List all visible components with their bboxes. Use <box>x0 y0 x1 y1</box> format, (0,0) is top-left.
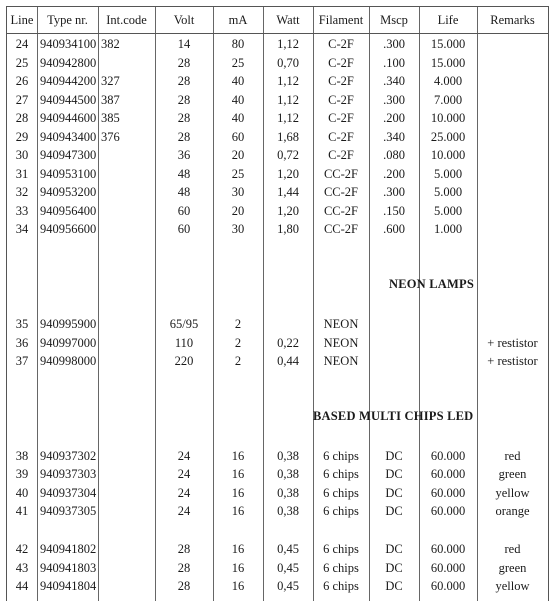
cell-volt: 36 <box>177 148 191 162</box>
cell-ma: 2 <box>234 336 242 350</box>
cell-mscp: .300 <box>383 93 405 107</box>
cell-intcode <box>101 54 155 72</box>
cell-filament: C-2F <box>328 93 354 107</box>
cell-type: 940947300 <box>40 148 97 162</box>
cell-volt: 28 <box>177 111 191 125</box>
table-row <box>7 352 548 370</box>
cell-watt: 0,45 <box>277 542 299 556</box>
table-row <box>7 559 548 577</box>
cell-filament: C-2F <box>328 74 354 88</box>
cell-volt: 28 <box>177 561 191 575</box>
cell-volt: 24 <box>177 486 191 500</box>
cell-filament: 6 chips <box>323 486 359 500</box>
cell-watt: 1,68 <box>277 130 299 144</box>
cell-remarks: red <box>504 449 521 463</box>
cell-mscp: DC <box>385 579 403 593</box>
cell-volt: 14 <box>177 37 191 51</box>
cell-line: 31 <box>15 167 29 181</box>
cell-remarks <box>477 202 548 220</box>
cell-ma: 25 <box>231 56 245 70</box>
cell-filament: C-2F <box>328 130 354 144</box>
cell-mscp: .300 <box>383 37 405 51</box>
cell-filament: C-2F <box>328 111 354 125</box>
cell-line: 35 <box>15 317 29 331</box>
cell-ma: 16 <box>231 486 245 500</box>
cell-intcode: 327 <box>101 74 120 88</box>
cell-life: 60.000 <box>430 486 466 500</box>
cell-mscp: .340 <box>383 74 405 88</box>
cell-watt: 1,12 <box>277 111 299 125</box>
header-ma: mA <box>228 13 248 27</box>
cell-type: 940997000 <box>40 336 97 350</box>
cell-line: 41 <box>15 504 29 518</box>
cell-line: 34 <box>15 222 29 236</box>
cell-volt: 28 <box>177 74 191 88</box>
cell-remarks <box>477 128 548 146</box>
header-volt: Volt <box>173 13 195 27</box>
cell-watt: 0,38 <box>277 449 299 463</box>
header-intcode: Int.code <box>106 13 147 27</box>
cell-intcode <box>101 540 155 558</box>
cell-ma: 16 <box>231 504 245 518</box>
cell-watt: 1,12 <box>277 74 299 88</box>
cell-intcode: 387 <box>101 93 120 107</box>
table-row <box>7 540 548 558</box>
cell-type: 940937304 <box>40 486 97 500</box>
cell-watt: 1,12 <box>277 93 299 107</box>
cell-ma: 2 <box>234 317 242 331</box>
cell-watt: 0,70 <box>277 56 299 70</box>
cell-remarks: yellow <box>495 579 530 593</box>
cell-life <box>419 315 477 333</box>
cell-remarks: + restistor <box>487 354 538 368</box>
cell-type: 940941803 <box>40 561 97 575</box>
cell-mscp: DC <box>385 486 403 500</box>
cell-filament: C-2F <box>328 56 354 70</box>
cell-watt: 0,44 <box>277 354 299 368</box>
cell-line: 28 <box>15 111 29 125</box>
cell-ma: 16 <box>231 542 245 556</box>
cell-intcode <box>101 352 155 370</box>
cell-mscp: .080 <box>383 148 405 162</box>
table-row <box>7 484 548 502</box>
cell-line: 29 <box>15 130 29 144</box>
cell-remarks <box>477 220 548 238</box>
cell-intcode <box>101 183 155 201</box>
cell-intcode <box>101 484 155 502</box>
table-row <box>7 128 548 146</box>
cell-remarks: green <box>498 467 527 481</box>
cell-mscp: .200 <box>383 111 405 125</box>
header-divider <box>7 33 548 34</box>
cell-type: 940995900 <box>40 317 97 331</box>
cell-filament: 6 chips <box>323 504 359 518</box>
cell-volt: 60 <box>177 204 191 218</box>
table-row <box>7 183 548 201</box>
cell-type: 940944600 <box>40 111 97 125</box>
cell-life: 60.000 <box>430 504 466 518</box>
cell-remarks <box>477 183 548 201</box>
cell-watt: 1,12 <box>277 37 299 51</box>
cell-life <box>419 352 477 370</box>
cell-type: 940943400 <box>40 130 97 144</box>
cell-watt: 0,38 <box>277 504 299 518</box>
cell-intcode <box>101 165 155 183</box>
cell-remarks: green <box>498 561 527 575</box>
table-row <box>7 315 548 333</box>
cell-ma: 40 <box>231 74 245 88</box>
cell-intcode: 385 <box>101 111 120 125</box>
cell-remarks: orange <box>495 504 530 518</box>
cell-line: 37 <box>15 354 29 368</box>
cell-ma: 16 <box>231 579 245 593</box>
cell-volt: 48 <box>177 185 191 199</box>
cell-volt: 24 <box>177 504 191 518</box>
cell-mscp <box>369 334 419 352</box>
cell-watt: 0,38 <box>277 486 299 500</box>
cell-type: 940998000 <box>40 354 97 368</box>
cell-ma: 40 <box>231 93 245 107</box>
cell-filament: NEON <box>323 354 359 368</box>
cell-line: 39 <box>15 467 29 481</box>
section-title-led: BASED MULTI CHIPS LED <box>313 409 474 423</box>
cell-mscp: .150 <box>383 204 405 218</box>
cell-remarks <box>477 146 548 164</box>
header-remarks: Remarks <box>490 13 535 27</box>
cell-life: 60.000 <box>430 561 466 575</box>
cell-life: 15.000 <box>430 56 466 70</box>
cell-watt: 0,22 <box>277 336 299 350</box>
cell-type: 940941804 <box>40 579 97 593</box>
cell-filament: NEON <box>323 317 359 331</box>
cell-life: 4.000 <box>433 74 463 88</box>
cell-type: 940937302 <box>40 449 97 463</box>
cell-type: 940944500 <box>40 93 97 107</box>
cell-mscp: .200 <box>383 167 405 181</box>
header-mscp: Mscp <box>380 13 408 27</box>
cell-ma: 16 <box>231 467 245 481</box>
cell-filament: 6 chips <box>323 561 359 575</box>
cell-mscp: .600 <box>383 222 405 236</box>
cell-watt: 0,72 <box>277 148 299 162</box>
table-row <box>7 447 548 465</box>
cell-remarks <box>477 109 548 127</box>
cell-mscp <box>369 352 419 370</box>
cell-volt: 28 <box>177 130 191 144</box>
cell-line: 32 <box>15 185 29 199</box>
cell-volt: 220 <box>174 354 194 368</box>
cell-remarks <box>477 72 548 90</box>
cell-life: 60.000 <box>430 542 466 556</box>
cell-type: 940953200 <box>40 185 97 199</box>
cell-intcode <box>101 146 155 164</box>
cell-ma: 30 <box>231 185 245 199</box>
cell-type: 940956600 <box>40 222 97 236</box>
cell-mscp <box>369 315 419 333</box>
cell-watt: 0,45 <box>277 579 299 593</box>
cell-watt: 1,20 <box>277 167 299 181</box>
table-row <box>7 334 548 352</box>
section-title-neon: NEON LAMPS <box>389 277 474 291</box>
cell-ma: 20 <box>231 148 245 162</box>
header-line: Line <box>10 13 34 27</box>
cell-watt <box>263 315 313 333</box>
cell-intcode: 376 <box>101 130 120 144</box>
cell-ma: 80 <box>231 37 245 51</box>
cell-mscp: .300 <box>383 185 405 199</box>
table-row <box>7 502 548 520</box>
cell-watt: 1,44 <box>277 185 299 199</box>
cell-ma: 2 <box>234 354 242 368</box>
cell-type: 940937305 <box>40 504 97 518</box>
cell-type: 940944200 <box>40 74 97 88</box>
cell-type: 940941802 <box>40 542 97 556</box>
table-row <box>7 220 548 238</box>
cell-type: 940953100 <box>40 167 97 181</box>
cell-intcode <box>101 502 155 520</box>
cell-remarks <box>477 35 548 53</box>
cell-intcode <box>101 334 155 352</box>
cell-watt: 1,20 <box>277 204 299 218</box>
cell-life: 10.000 <box>430 111 466 125</box>
table-row <box>7 54 548 72</box>
cell-life: 7.000 <box>433 93 463 107</box>
cell-mscp: DC <box>385 542 403 556</box>
cell-intcode <box>101 447 155 465</box>
cell-life: 60.000 <box>430 467 466 481</box>
cell-mscp: DC <box>385 504 403 518</box>
cell-life: 1.000 <box>433 222 463 236</box>
cell-mscp: DC <box>385 449 403 463</box>
cell-volt: 24 <box>177 467 191 481</box>
cell-type: 940934100 <box>40 37 97 51</box>
table-row <box>7 465 548 483</box>
table-row <box>7 109 548 127</box>
cell-filament: 6 chips <box>323 467 359 481</box>
lamp-specification-table <box>6 6 549 601</box>
cell-remarks <box>477 54 548 72</box>
cell-line: 30 <box>15 148 29 162</box>
cell-volt: 24 <box>177 449 191 463</box>
header-watt: Watt <box>276 13 300 27</box>
cell-volt: 65/95 <box>169 317 199 331</box>
cell-line: 25 <box>15 56 29 70</box>
cell-filament: NEON <box>323 336 359 350</box>
cell-line: 43 <box>15 561 29 575</box>
cell-intcode <box>101 202 155 220</box>
cell-ma: 16 <box>231 449 245 463</box>
cell-volt: 110 <box>174 336 194 350</box>
cell-intcode <box>101 465 155 483</box>
cell-life: 5.000 <box>433 167 463 181</box>
cell-volt: 28 <box>177 56 191 70</box>
cell-life: 25.000 <box>430 130 466 144</box>
cell-remarks <box>477 315 548 333</box>
cell-life: 60.000 <box>430 579 466 593</box>
cell-intcode: 382 <box>101 37 120 51</box>
table-row <box>7 35 548 53</box>
cell-life: 60.000 <box>430 449 466 463</box>
cell-filament: 6 chips <box>323 449 359 463</box>
cell-type: 940942800 <box>40 56 97 70</box>
cell-filament: CC-2F <box>323 222 359 236</box>
cell-line: 38 <box>15 449 29 463</box>
cell-mscp: DC <box>385 467 403 481</box>
cell-life: 5.000 <box>433 185 463 199</box>
cell-life <box>419 334 477 352</box>
cell-intcode <box>101 577 155 595</box>
cell-mscp: DC <box>385 561 403 575</box>
table-row <box>7 146 548 164</box>
cell-volt: 28 <box>177 542 191 556</box>
cell-ma: 25 <box>231 167 245 181</box>
table-row <box>7 72 548 90</box>
table-row <box>7 577 548 595</box>
cell-remarks: red <box>504 542 521 556</box>
cell-volt: 60 <box>177 222 191 236</box>
cell-volt: 28 <box>177 93 191 107</box>
cell-volt: 28 <box>177 579 191 593</box>
cell-watt: 0,38 <box>277 467 299 481</box>
cell-line: 40 <box>15 486 29 500</box>
table-row <box>7 165 548 183</box>
cell-filament: 6 chips <box>323 579 359 593</box>
cell-mscp: .100 <box>383 56 405 70</box>
cell-remarks <box>477 165 548 183</box>
table-row <box>7 91 548 109</box>
cell-line: 44 <box>15 579 29 593</box>
cell-line: 26 <box>15 74 29 88</box>
header-filament: Filament <box>318 13 364 27</box>
cell-ma: 60 <box>231 130 245 144</box>
cell-mscp: .340 <box>383 130 405 144</box>
table-header-row <box>7 9 548 31</box>
cell-remarks: + restistor <box>487 336 538 350</box>
cell-type: 940937303 <box>40 467 97 481</box>
cell-ma: 20 <box>231 204 245 218</box>
cell-life: 5.000 <box>433 204 463 218</box>
cell-line: 42 <box>15 542 29 556</box>
cell-line: 24 <box>15 37 29 51</box>
cell-filament: CC-2F <box>323 185 359 199</box>
cell-volt: 48 <box>177 167 191 181</box>
header-type: Type nr. <box>47 13 88 27</box>
cell-type: 940956400 <box>40 204 97 218</box>
cell-line: 33 <box>15 204 29 218</box>
cell-intcode <box>101 220 155 238</box>
cell-life: 15.000 <box>430 37 466 51</box>
cell-watt: 1,80 <box>277 222 299 236</box>
cell-filament: 6 chips <box>323 542 359 556</box>
cell-remarks <box>477 91 548 109</box>
header-life: Life <box>437 13 459 27</box>
cell-intcode <box>101 559 155 577</box>
table-row <box>7 202 548 220</box>
cell-filament: C-2F <box>328 37 354 51</box>
cell-intcode <box>101 315 155 333</box>
cell-filament: CC-2F <box>323 167 359 181</box>
cell-filament: CC-2F <box>323 204 359 218</box>
cell-ma: 16 <box>231 561 245 575</box>
cell-watt: 0,45 <box>277 561 299 575</box>
cell-line: 36 <box>15 336 29 350</box>
cell-filament: C-2F <box>328 148 354 162</box>
cell-line: 27 <box>15 93 29 107</box>
cell-life: 10.000 <box>430 148 466 162</box>
cell-ma: 40 <box>231 111 245 125</box>
cell-remarks: yellow <box>495 486 530 500</box>
cell-ma: 30 <box>231 222 245 236</box>
